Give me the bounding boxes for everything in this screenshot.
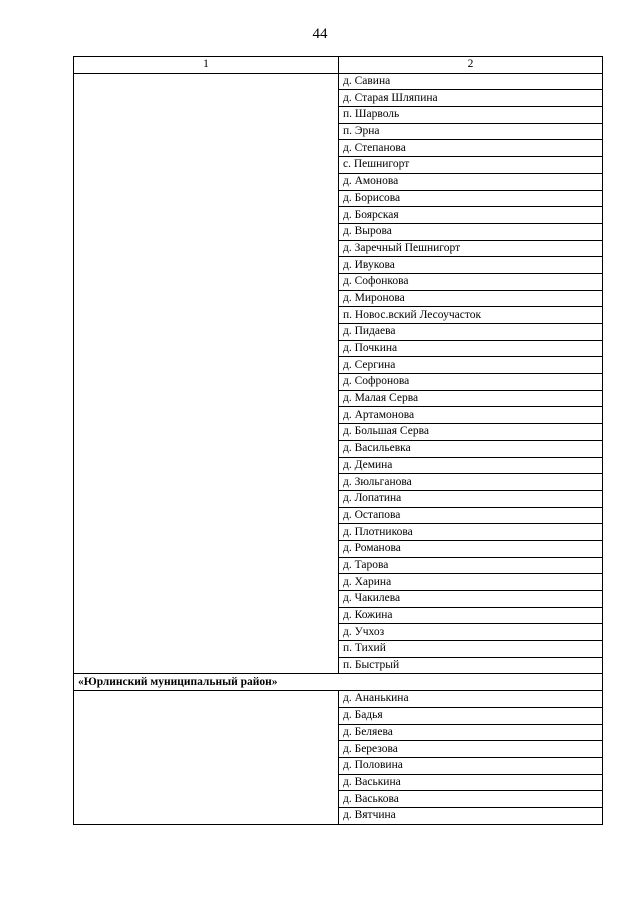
settlement-name-cell: д. Амонова — [339, 173, 603, 190]
settlement-name-cell: д. Демина — [339, 457, 603, 474]
settlement-name-cell: д. Вятчина — [339, 807, 603, 824]
settlement-name-cell: п. Эрна — [339, 123, 603, 140]
settlement-name-cell: д. Боярская — [339, 207, 603, 224]
settlement-name-cell: п. Шарволь — [339, 107, 603, 124]
settlement-name-cell: д. Савина — [339, 73, 603, 90]
settlement-name-cell: д. Ивукова — [339, 257, 603, 274]
table-body — [74, 57, 603, 825]
district-cell-empty — [74, 73, 339, 674]
settlement-name-cell: д. Плотникова — [339, 524, 603, 541]
section-row — [74, 674, 603, 691]
table-row — [74, 691, 603, 708]
settlement-name-cell: д. Почкина — [339, 340, 603, 357]
settlement-name-cell: д. Кожина — [339, 607, 603, 624]
settlement-name-cell: д. Романова — [339, 540, 603, 557]
settlement-name-cell: д. Лопатина — [339, 490, 603, 507]
settlement-name-cell: д. Сергина — [339, 357, 603, 374]
table-row — [74, 73, 603, 90]
settlement-name-cell: д. Учхоз — [339, 624, 603, 641]
settlement-name-cell: д. Половина — [339, 757, 603, 774]
settlement-name-cell: д. Васильевка — [339, 440, 603, 457]
settlement-name-cell: д. Малая Серва — [339, 390, 603, 407]
settlement-name-cell: д. Миронова — [339, 290, 603, 307]
settlement-name-cell: д. Заречный Пешнигорт — [339, 240, 603, 257]
settlement-name-cell: д. Пидаева — [339, 324, 603, 341]
settlement-name-cell: д. Васькина — [339, 774, 603, 791]
settlement-name-cell: д. Чакилева — [339, 591, 603, 608]
settlement-name-cell: п. Быстрый — [339, 657, 603, 674]
column-header-2: 2 — [339, 57, 603, 74]
settlement-name-cell: д. Борисова — [339, 190, 603, 207]
settlement-name-cell: д. Степанова — [339, 140, 603, 157]
settlement-name-cell: д. Остапова — [339, 507, 603, 524]
district-title: «Юрлинский муниципальный район» — [74, 674, 603, 691]
settlement-name-cell: д. Тарова — [339, 557, 603, 574]
settlement-name-cell: д. Артамонова — [339, 407, 603, 424]
settlement-name-cell: д. Березова — [339, 741, 603, 758]
settlement-name-cell: д. Вырова — [339, 223, 603, 240]
column-header-1: 1 — [74, 57, 339, 74]
settlement-name-cell: д. Большая Серва — [339, 424, 603, 441]
district-cell-empty — [74, 691, 339, 825]
settlement-name-cell: п. Тихий — [339, 641, 603, 658]
page-number: 44 — [312, 26, 328, 42]
settlement-name-cell: д. Старая Шляпина — [339, 90, 603, 107]
settlement-name-cell: д. Харина — [339, 574, 603, 591]
settlement-name-cell: д. Бадья — [339, 707, 603, 724]
settlement-name-cell: д. Зюльганова — [339, 474, 603, 491]
table-header-row — [74, 57, 603, 74]
settlement-name-cell: д. Софронова — [339, 374, 603, 391]
settlement-name-cell: д. Софонкова — [339, 273, 603, 290]
settlement-name-cell: п. Новос.вский Лесоучасток — [339, 307, 603, 324]
settlement-name-cell: д. Ананькина — [339, 691, 603, 708]
settlement-name-cell: с. Пешнигорт — [339, 157, 603, 174]
settlement-name-cell: д. Беляева — [339, 724, 603, 741]
settlements-table — [73, 56, 603, 825]
settlement-name-cell: д. Васькова — [339, 791, 603, 808]
